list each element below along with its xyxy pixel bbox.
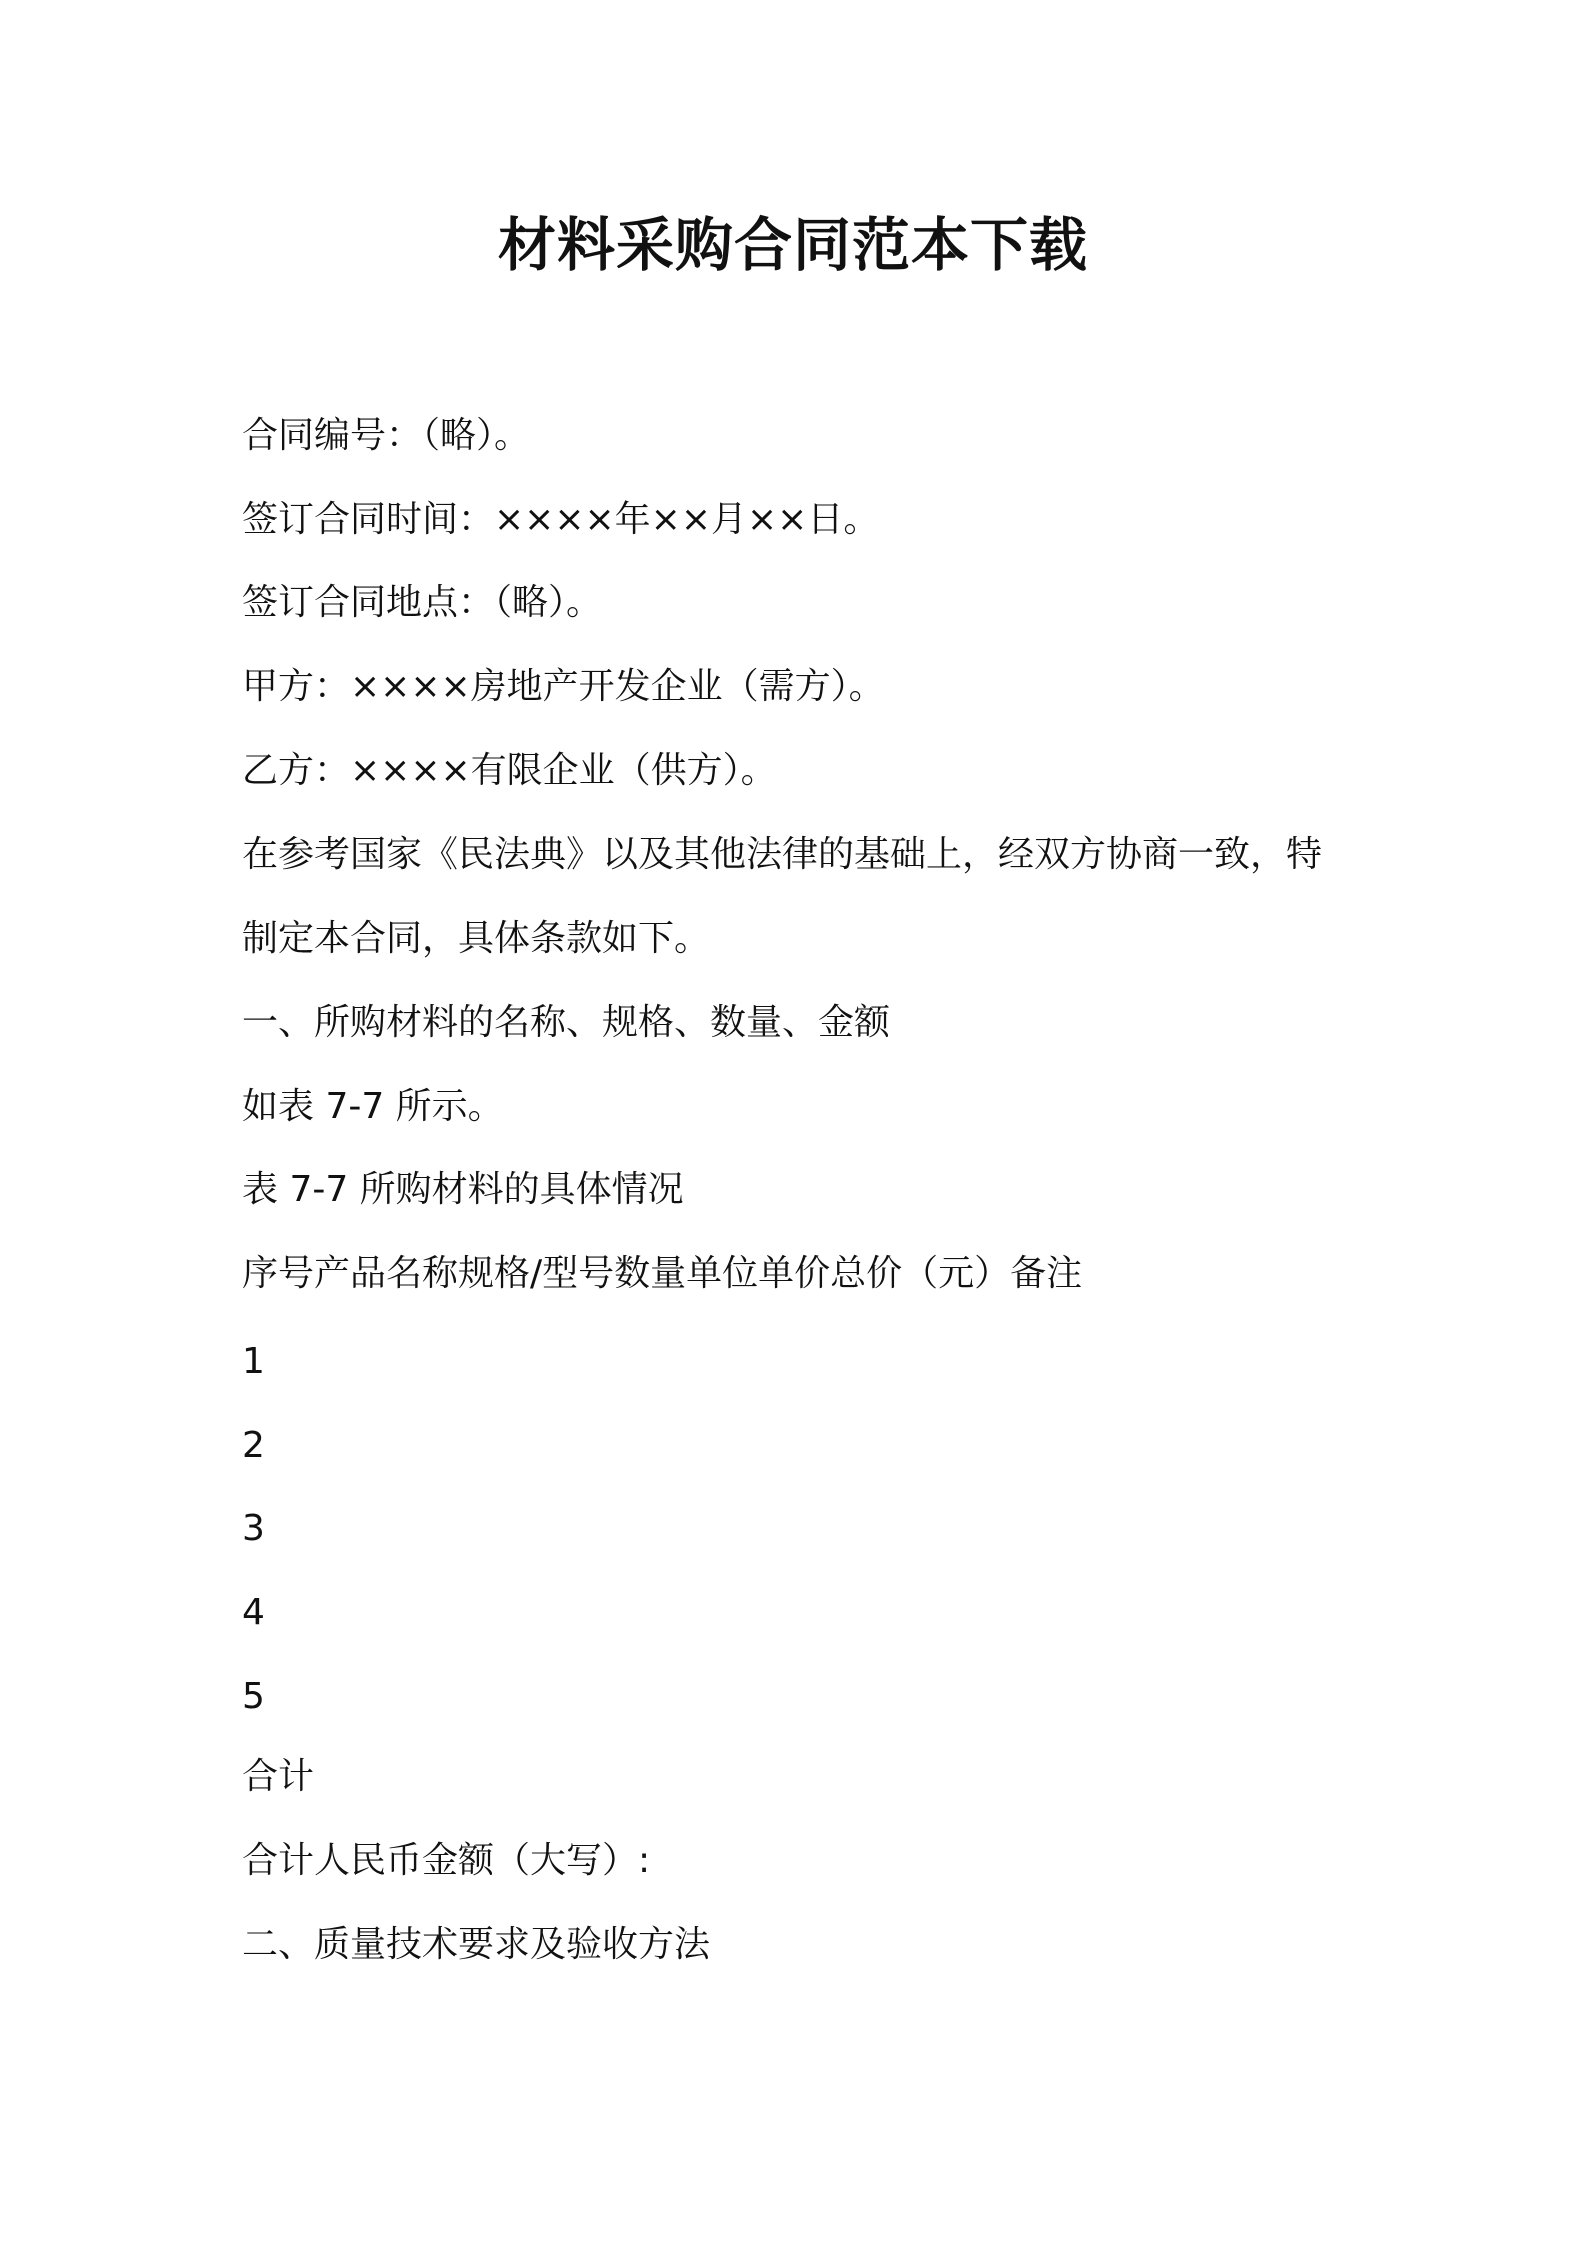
table-total: 合计 — [242, 1756, 315, 1797]
table-row-number: 2 — [242, 1425, 265, 1466]
signing-place: 签订合同地点：（略）。 — [242, 582, 603, 623]
preamble-line-1: 在参考国家《民法典》以及其他法律的基础上，经双方协商一致，特 — [242, 834, 1323, 875]
section-2-heading: 二、质量技术要求及验收方法 — [242, 1924, 711, 1965]
party-a: 甲方：××××房地产开发企业（需方）。 — [242, 666, 885, 707]
total-rmb-amount: 合计人民币金额（大写）: — [242, 1840, 651, 1881]
table-row-number: 3 — [242, 1508, 265, 1549]
preamble-line-2: 制定本合同，具体条款如下。 — [242, 918, 711, 959]
party-b: 乙方：××××有限企业（供方）。 — [242, 750, 777, 791]
section-1-heading: 一、所购材料的名称、规格、数量、金额 — [242, 1002, 891, 1043]
table-header: 序号产品名称规格/型号数量单位单价总价（元）备注 — [242, 1253, 1083, 1294]
table-row-number: 4 — [242, 1592, 265, 1633]
contract-number: 合同编号：（略）。 — [242, 415, 531, 456]
signing-time: 签订合同时间：××××年××月××日。 — [242, 499, 880, 540]
table-row-number: 5 — [242, 1676, 265, 1717]
table-row-number: 1 — [242, 1341, 265, 1382]
table-reference: 如表 7-7 所示。 — [242, 1086, 504, 1127]
table-caption: 表 7-7 所购材料的具体情况 — [242, 1169, 684, 1210]
document-title: 材料采购合同范本下载 — [497, 211, 1088, 279]
